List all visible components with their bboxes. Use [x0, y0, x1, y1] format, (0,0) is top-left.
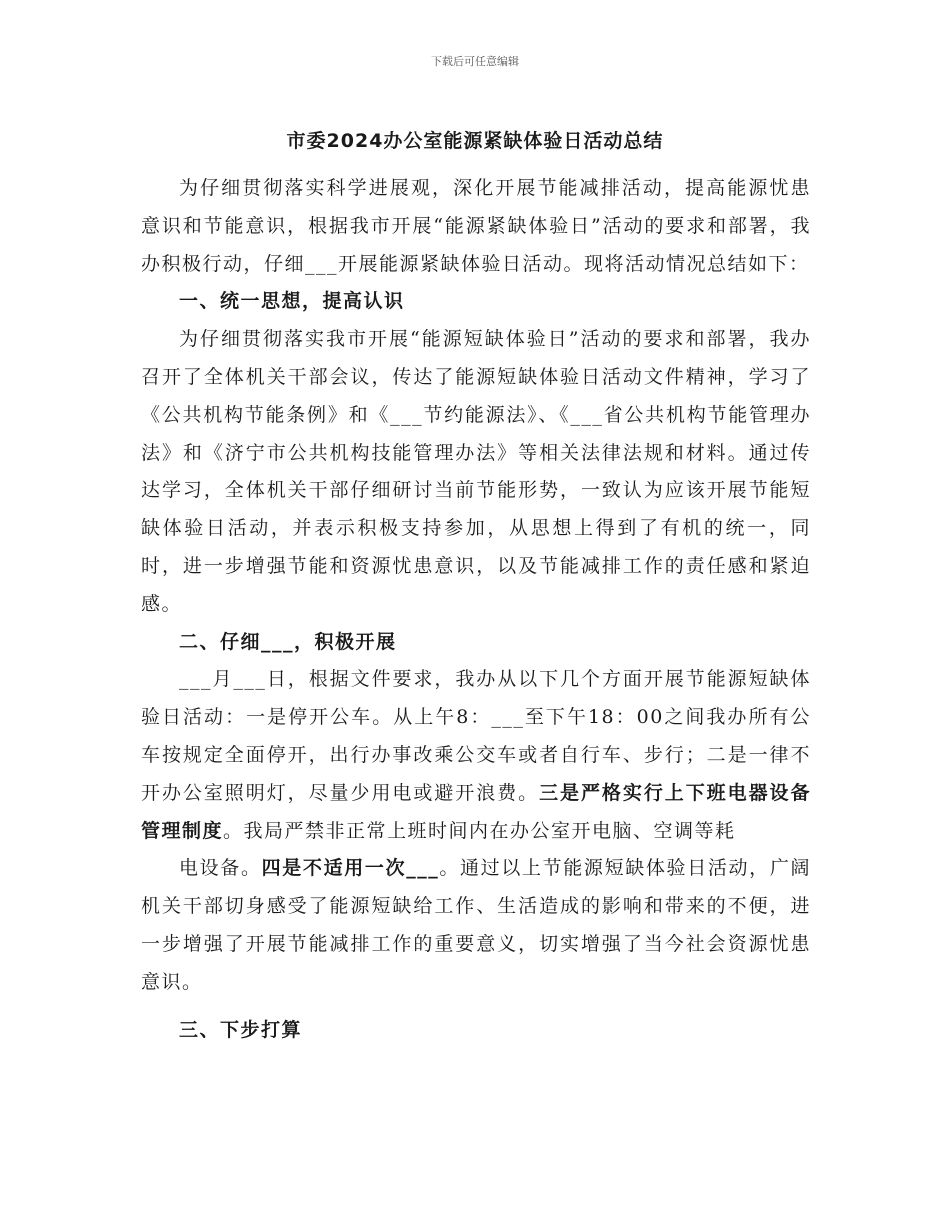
section-heading-2: 二、仔细___，积极开展 — [179, 630, 397, 653]
page-header-note: 下载后可任意编辑 — [431, 55, 519, 68]
section-heading-1: 一、统一思想，提高认识 — [179, 290, 405, 313]
section-2-bold-text: 三是严格实行上下班电器设备管理制度 — [141, 781, 811, 842]
document-title: 市委2024办公室能源紧缺体验日活动总结 — [286, 130, 664, 152]
section-2-paragraph — [141, 661, 811, 850]
section-2-cont-bold-text: 四是不适用一次___ — [261, 857, 440, 880]
section-2-text-b: 。我局严禁非正常上班时间内在办公室开电脑、空调等耗 — [223, 819, 736, 842]
section-2-cont-text-a: 电设备。 — [179, 857, 262, 880]
section-2-cont-text-b: 。通过以上节能源短缺体验日活动，广阔机关干部切身感受了能源短缺给工作、生活造成的影响和带来的不便，进一步增强了开展节能减排工作的重要意义，切实增强了当今社会资源忧患意识。 — [141, 857, 811, 993]
section-2-text-a: ___月___日，根据文件要求，我办从以下几个方面开展节能源短缺体验日活动：一是停开公车。从上午8：___至下午18：00之间我办所有公车按规定全面停开，出行办事改乘公交车或者自行车、步行；二是一律不开办公室照明灯，尽量少用电或避开浪费。 — [141, 668, 811, 804]
section-2-continued-paragraph — [141, 850, 811, 1001]
section-1-paragraph: 为仔细贯彻落实我市开展“能源短缺体验日”活动的要求和部署，我办召开了全体机关干部会议，传达了能源短缺体验日活动文件精神，学习了《公共机构节能条例》和《___节约能源法》、《___省公共机构节能管理办法》和《济宁市公共机构技能管理办法》等相关法律法规和材料。通过传达学习，全体机关干部仔细研讨当前节能形势，一致认为应该开展节能短缺体验日活动，并表示积极支持参加，从思想上得到了有机的统一，同时，进一步增强节能和资源忧患意识，以及节能减排工作的责任感和紧迫感。 — [141, 328, 811, 615]
document-body — [141, 170, 811, 1049]
intro-paragraph: 为仔细贯彻落实科学进展观，深化开展节能减排活动，提高能源忧患意识和节能意识，根据我市开展“能源紧缺体验日”活动的要求和部署，我办积极行动，仔细___开展能源紧缺体验日活动。现将活动情况总结如下： — [141, 177, 811, 275]
section-heading-3: 三、下步打算 — [179, 1018, 303, 1041]
